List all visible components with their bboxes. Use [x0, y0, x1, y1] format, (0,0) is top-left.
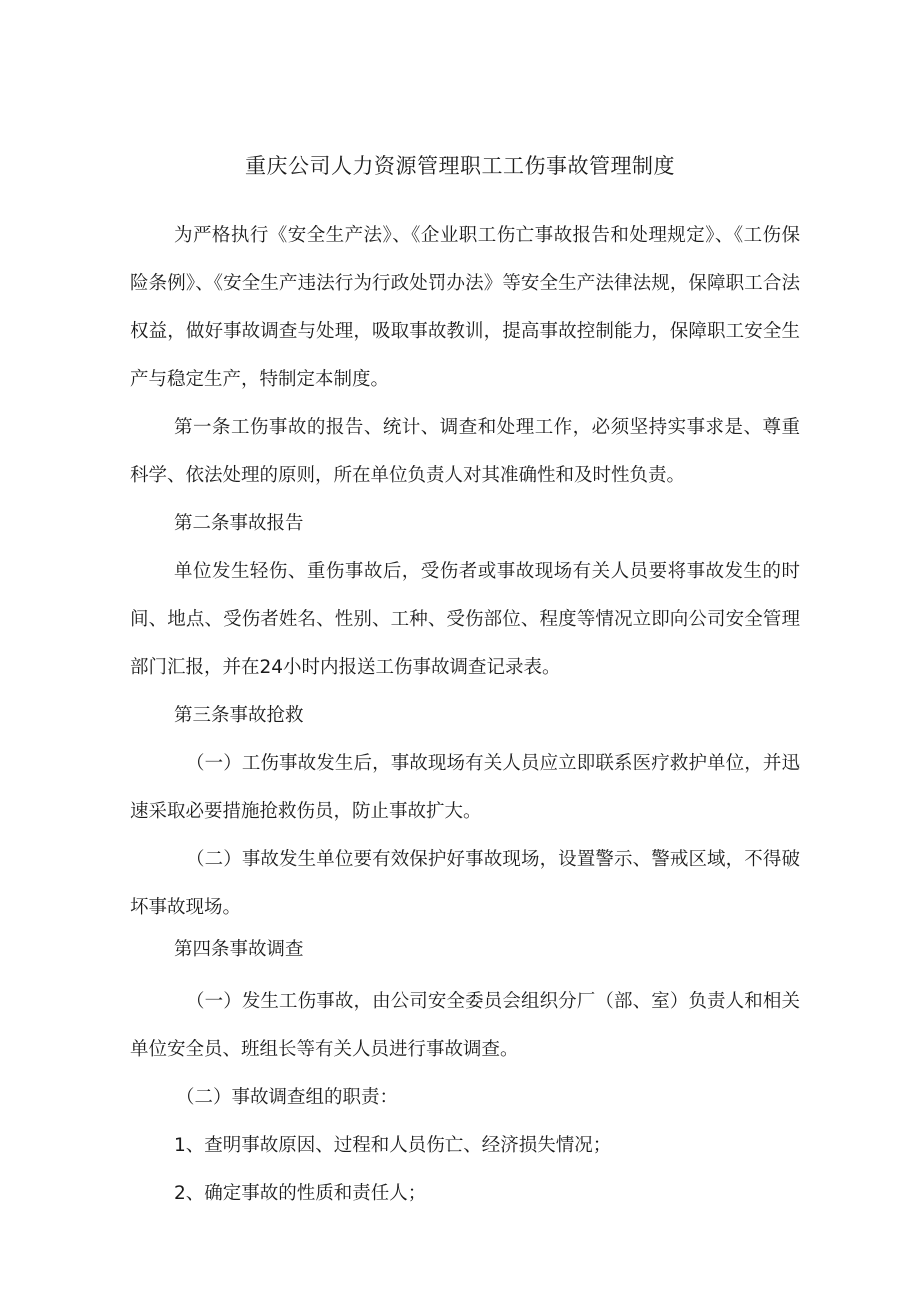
article-3-item-2: （二）事故发生单位要有效保护好事故现场，设置警示、警戒区域，不得破坏事故现场。	[130, 849, 800, 918]
article-4-item-2: （二）事故调查组的职责：	[176, 1087, 399, 1108]
duty-item-1: 1、查明事故原因、过程和人员伤亡、经济损失情况；	[174, 1135, 612, 1156]
article-2-paragraph: 单位发生轻伤、重伤事故后，受伤者或事故现场有关人员要将事故发生的时间、地点、受伤者姓名、性别、工种、受伤部位、程度等情况立即向公司安全管理部门汇报，并在24小时内报送工伤事故调查记录表。	[130, 561, 800, 678]
page-title: 重庆公司人力资源管理职工工伤事故管理制度	[245, 154, 675, 178]
duty-item-2: 2、确定事故的性质和责任人；	[174, 1183, 427, 1204]
article-3-heading: 第三条事故抢救	[174, 705, 304, 726]
intro-paragraph: 为严格执行《安全生产法》、《企业职工伤亡事故报告和处理规定》、《工伤保险条例》、《安全生产违法行为行政处罚办法》等安全生产法律法规，保障职工合法权益，做好事故调查与处理，吸取事故教训，提高事故控制能力，保障职工安全生产与稳定生产，特制定本制度。	[130, 225, 800, 390]
article-4-heading: 第四条事故调查	[174, 939, 304, 960]
article-3-item-1: （一）工伤事故发生后，事故现场有关人员应立即联系医疗救护单位，并迅速采取必要措施抢救伤员，防止事故扩大。	[130, 753, 800, 822]
article-4-item-1: （一）发生工伤事故，由公司安全委员会组织分厂（部、室）负责人和相关单位安全员、班组长等有关人员进行事故调查。	[130, 991, 800, 1060]
article-2-heading: 第二条事故报告	[174, 513, 304, 534]
article-1-paragraph: 第一条工伤事故的报告、统计、调查和处理工作，必须坚持实事求是、尊重科学、依法处理的原则，所在单位负责人对其准确性和及时性负责。	[130, 417, 800, 486]
